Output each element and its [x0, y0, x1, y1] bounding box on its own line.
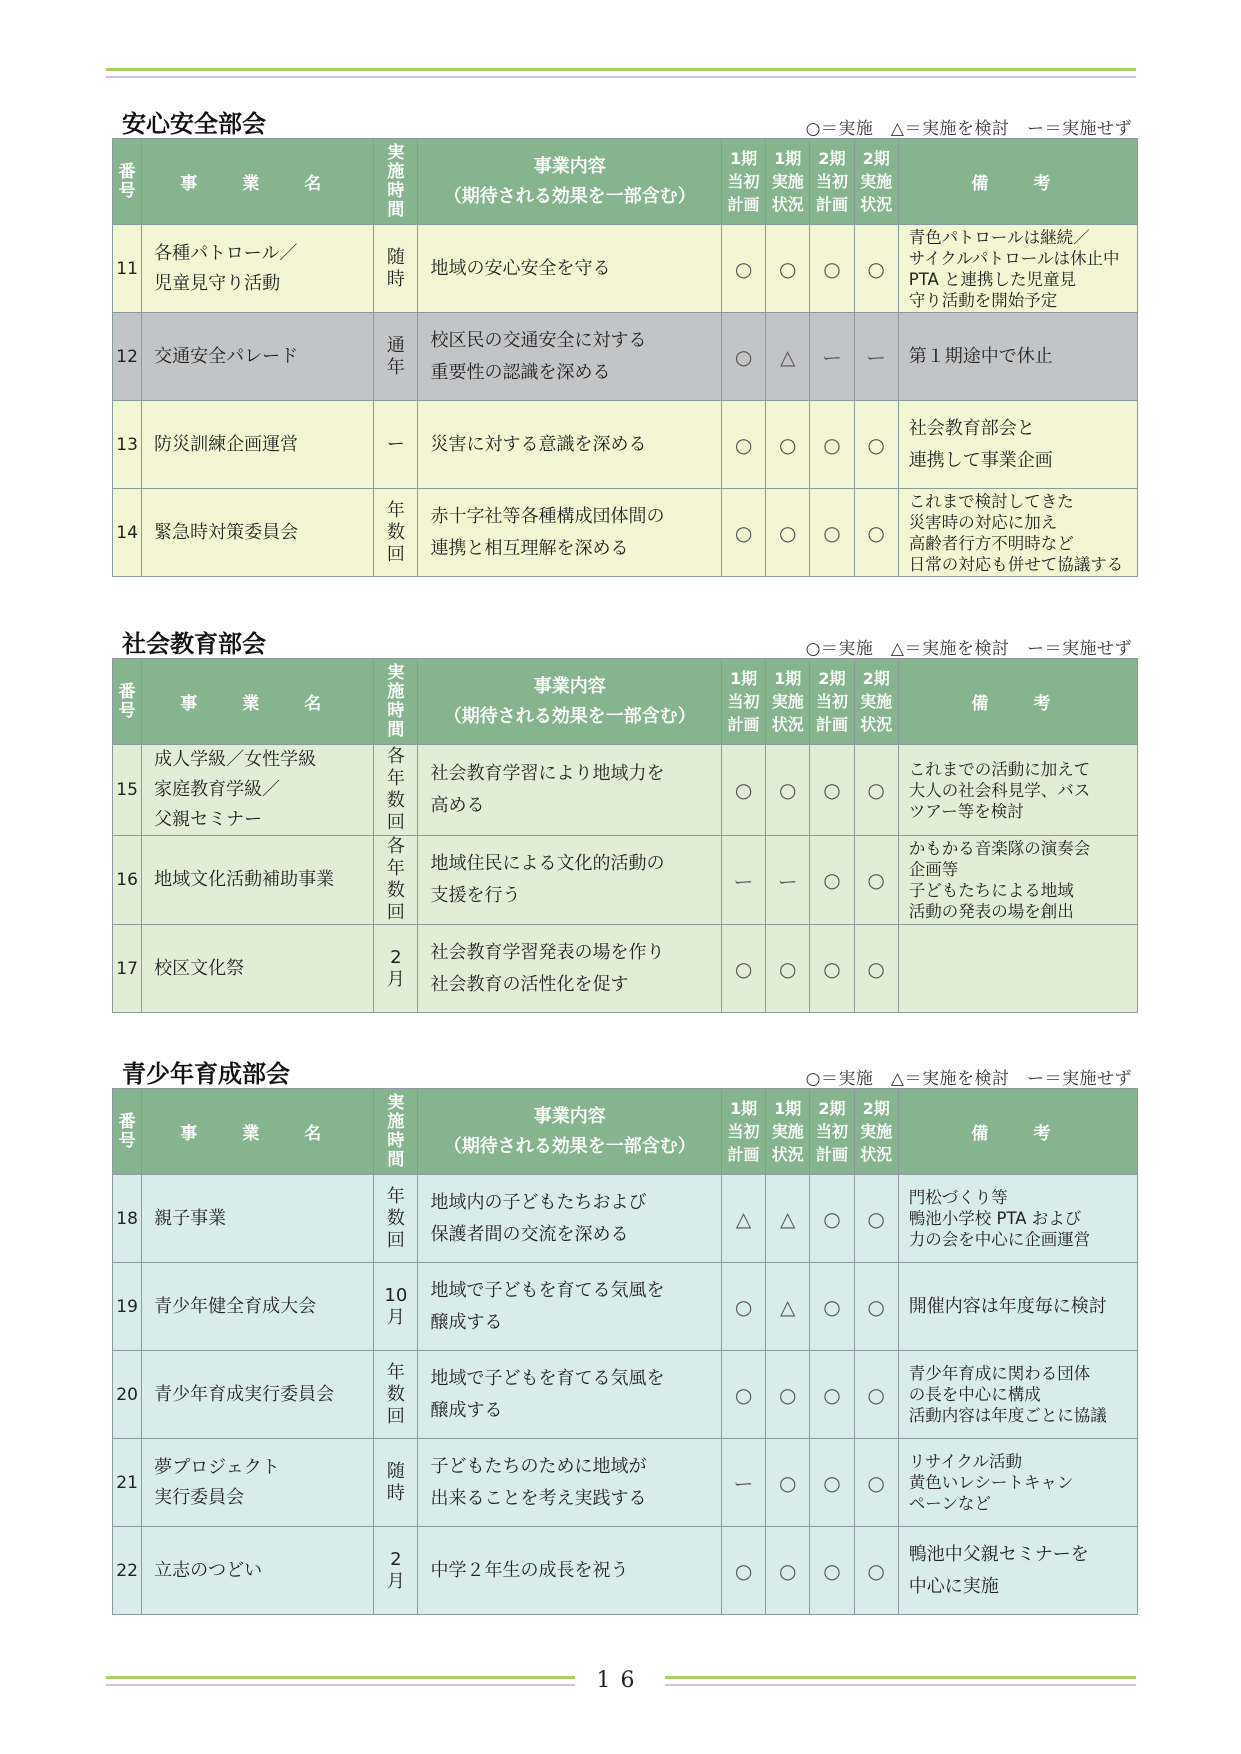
row-time-char: 年 [386, 1361, 405, 1383]
row-number: 22 [113, 1527, 142, 1615]
section-title: 安心安全部会 [122, 110, 266, 138]
row-time [374, 1527, 418, 1615]
row-time-char: 回 [386, 1229, 405, 1251]
row-time-char: ー [386, 433, 405, 455]
row-note [898, 925, 1137, 1013]
row-time [374, 745, 418, 836]
row-time-char: 10 [384, 1284, 408, 1306]
status-cell-3: ○ [810, 1175, 854, 1263]
row-note-line: リサイクル活動 [908, 1452, 1022, 1471]
status-cell-2: ○ [766, 1351, 810, 1439]
header-note: 備 考 [898, 1089, 1137, 1175]
row-note-line: 子どもたちによる地域 [908, 881, 1074, 900]
row-time-char: 随 [386, 1460, 405, 1482]
status-cell-1: ○ [721, 745, 765, 836]
row-desc-line: 連携と相互理解を深める [430, 537, 629, 559]
row-desc-line: 醸成する [430, 1311, 503, 1333]
header-name: 事 業 名 [142, 139, 374, 225]
row-desc-line: 災害に対する意識を深める [430, 433, 647, 455]
header-st2: 1期 実施 状況 [766, 139, 810, 225]
status-cell-1: ○ [721, 313, 765, 401]
row-name [142, 925, 374, 1013]
row-note [898, 1439, 1137, 1527]
status-cell-3: ○ [810, 401, 854, 489]
row-time-char: 回 [386, 543, 405, 565]
status-cell-1: ー [721, 836, 765, 925]
header-st4: 2期 実施 状況 [854, 1089, 898, 1175]
table-row [113, 1351, 1138, 1439]
row-name [142, 745, 374, 836]
status-cell-4: ○ [854, 1175, 898, 1263]
status-cell-3: ○ [810, 745, 854, 836]
header-time: 実 施 時 間 [374, 1089, 418, 1175]
status-cell-1: ○ [721, 1351, 765, 1439]
legend: ○＝実施 △＝実施を検討 ー＝実施せず [805, 119, 1132, 139]
status-cell-4: ○ [854, 489, 898, 577]
row-note-line: 日常の対応も併せて協議する [908, 554, 1124, 574]
header-st1: 1期 当初 計画 [721, 139, 765, 225]
header-st4: 2期 実施 状況 [854, 659, 898, 745]
row-desc [418, 1175, 721, 1263]
row-time-char: 年 [386, 768, 405, 789]
row-name-line: 立志のつどい [154, 1559, 263, 1581]
row-time-char: 随 [386, 246, 405, 268]
row-time-char: 年 [386, 499, 405, 521]
header-name: 事 業 名 [142, 659, 374, 745]
header-no: 番 号 [113, 1089, 142, 1175]
header-row [113, 1089, 1138, 1175]
row-note [898, 1527, 1137, 1615]
row-time [374, 313, 418, 401]
section-title: 社会教育部会 [122, 630, 266, 658]
status-cell-4: ○ [854, 836, 898, 925]
row-note [898, 745, 1137, 836]
row-note-line: の長を中心に構成 [908, 1385, 1041, 1404]
status-cell-1: ○ [721, 1527, 765, 1615]
row-number: 21 [113, 1439, 142, 1527]
table-row [113, 1527, 1138, 1615]
table-row [113, 1263, 1138, 1351]
table-row [113, 925, 1138, 1013]
row-desc-line: 地域の安心安全を守る [430, 257, 611, 279]
row-note-line: 中心に実施 [908, 1575, 999, 1597]
row-note-line: 企画等 [908, 860, 959, 879]
row-desc-line: 地域住民による文化的活動の [430, 853, 665, 874]
row-name-line: 児童見守り活動 [154, 272, 281, 294]
top-rule-green [106, 68, 1136, 71]
table-row [113, 313, 1138, 401]
row-note [898, 1263, 1137, 1351]
row-note [898, 401, 1137, 489]
row-time [374, 1439, 418, 1527]
header-st3: 2期 当初 計画 [810, 1089, 854, 1175]
table-row [113, 401, 1138, 489]
row-note-line: 社会教育部会と [908, 417, 1035, 439]
status-cell-3: ○ [810, 925, 854, 1013]
row-name [142, 401, 374, 489]
row-note-line: 黄色いレシートキャン [908, 1473, 1074, 1492]
row-name [142, 1527, 374, 1615]
status-cell-4: ○ [854, 1351, 898, 1439]
row-note [898, 1351, 1137, 1439]
row-name-line: 緊急時対策委員会 [154, 521, 299, 543]
status-cell-2: △ [766, 1263, 810, 1351]
table-row [113, 745, 1138, 836]
status-cell-1: ○ [721, 225, 765, 313]
section-1 [112, 104, 1138, 577]
header-no: 番 号 [113, 139, 142, 225]
row-number: 15 [113, 745, 142, 836]
row-name-line: 青少年育成実行委員会 [154, 1383, 335, 1405]
status-cell-1: ー [721, 1439, 765, 1527]
status-cell-3: ○ [810, 836, 854, 925]
status-cell-1: ○ [721, 1263, 765, 1351]
row-note-line: 力の会を中心に企画運営 [908, 1230, 1091, 1249]
row-time-char: 数 [386, 1383, 405, 1405]
row-name [142, 1439, 374, 1527]
row-desc-line: 重要性の認識を深める [430, 361, 611, 383]
header-time: 実 施 時 間 [374, 139, 418, 225]
row-name [142, 225, 374, 313]
row-desc [418, 313, 721, 401]
row-note-line: 青少年育成に関わる団体 [908, 1364, 1091, 1383]
row-desc-line: 地域で子どもを育てる気風を [430, 1367, 665, 1389]
status-cell-3: ○ [810, 1527, 854, 1615]
row-time [374, 225, 418, 313]
row-time [374, 1175, 418, 1263]
row-note-line: 青色パトロールは継続／ [908, 227, 1090, 247]
header-st4: 2期 実施 状況 [854, 139, 898, 225]
section-header [112, 1054, 1138, 1088]
table-row [113, 225, 1138, 313]
row-time-char: 2 [390, 946, 402, 968]
status-cell-2: △ [766, 313, 810, 401]
row-note-line: 鴨池小学校 PTA および [908, 1209, 1082, 1228]
row-note-line: 活動内容は年度ごとに協議 [908, 1406, 1107, 1425]
row-note [898, 1175, 1137, 1263]
header-st3: 2期 当初 計画 [810, 139, 854, 225]
header-desc: 事業内容 （期待される効果を一部含む） [418, 139, 721, 225]
row-time-char: 年 [386, 356, 405, 378]
row-time-char: 月 [386, 968, 405, 990]
row-desc-line: 赤十字社等各種構成団体間の [430, 505, 665, 527]
header-time: 実 施 時 間 [374, 659, 418, 745]
row-number: 13 [113, 401, 142, 489]
row-note [898, 225, 1137, 313]
row-time [374, 925, 418, 1013]
row-desc-line: 校区民の交通安全に対する [430, 329, 647, 351]
row-desc-line: 社会教育学習発表の場を作り [430, 941, 665, 963]
row-desc [418, 1439, 721, 1527]
row-time-char: 数 [386, 521, 405, 543]
row-name-line: 夢プロジェクト [154, 1456, 280, 1478]
status-cell-2: ○ [766, 401, 810, 489]
row-desc [418, 745, 721, 836]
status-cell-3: ○ [810, 225, 854, 313]
row-time [374, 1351, 418, 1439]
row-desc-line: 地域で子どもを育てる気風を [430, 1279, 665, 1301]
row-note [898, 489, 1137, 577]
row-name-line: 親子事業 [154, 1207, 227, 1229]
row-desc-line: 地域内の子どもたちおよび [430, 1191, 647, 1213]
row-number: 14 [113, 489, 142, 577]
row-time-char: 2 [390, 1548, 402, 1570]
header-st3: 2期 当初 計画 [810, 659, 854, 745]
row-desc-line: 社会教育の活性化を促す [430, 973, 629, 995]
row-time-char: 月 [386, 1570, 405, 1592]
row-name-line: 父親セミナー [154, 809, 263, 830]
header-st2: 1期 実施 状況 [766, 1089, 810, 1175]
row-name [142, 1351, 374, 1439]
page-number: 16 [596, 1668, 645, 1693]
row-desc [418, 925, 721, 1013]
row-note-line: これまで検討してきた [908, 491, 1074, 511]
activity-table [112, 1088, 1138, 1615]
status-cell-4: ○ [854, 925, 898, 1013]
row-name-line: 地域文化活動補助事業 [154, 869, 335, 890]
status-cell-3: ○ [810, 489, 854, 577]
row-note-line: ペーンなど [908, 1494, 991, 1513]
row-note-line: 開催内容は年度毎に検討 [908, 1295, 1107, 1317]
row-name [142, 1263, 374, 1351]
row-desc-line: 保護者間の交流を深める [430, 1223, 629, 1245]
table-row [113, 489, 1138, 577]
row-note-line: 第１期途中で休止 [908, 345, 1053, 367]
row-note-line: 鴨池中父親セミナーを [908, 1543, 1089, 1565]
row-note-line: 連携して事業企画 [908, 449, 1053, 471]
status-cell-2: ○ [766, 745, 810, 836]
legend: ○＝実施 △＝実施を検討 ー＝実施せず [805, 1069, 1132, 1089]
row-desc-line: 社会教育学習により地域力を [430, 763, 665, 784]
row-note-line: これまでの活動に加えて [908, 759, 1091, 779]
row-desc-line: 中学２年生の成長を祝う [430, 1559, 629, 1581]
header-st1: 1期 当初 計画 [721, 659, 765, 745]
row-name-line: 青少年健全育成大会 [154, 1295, 317, 1317]
row-desc [418, 1527, 721, 1615]
header-st2: 1期 実施 状況 [766, 659, 810, 745]
header-no: 番 号 [113, 659, 142, 745]
row-note [898, 313, 1137, 401]
row-desc [418, 1351, 721, 1439]
row-time-char: 回 [386, 1405, 405, 1427]
row-note-line: 災害時の対応に加え [908, 512, 1058, 532]
activity-table [112, 138, 1138, 577]
row-desc-line: 高める [430, 795, 485, 816]
row-name [142, 313, 374, 401]
row-number: 18 [113, 1175, 142, 1263]
header-row [113, 139, 1138, 225]
row-time-char: 月 [386, 1306, 405, 1328]
row-note-line: 守り活動を開始予定 [908, 290, 1058, 310]
table-row [113, 1175, 1138, 1263]
row-name [142, 489, 374, 577]
header-note: 備 考 [898, 139, 1137, 225]
row-time-char: 回 [386, 902, 405, 923]
row-desc [418, 489, 721, 577]
row-note-line: 大人の社会科見学、バス [908, 780, 1091, 800]
status-cell-3: ○ [810, 1263, 854, 1351]
row-time-char: 各 [386, 746, 405, 767]
row-number: 17 [113, 925, 142, 1013]
row-note-line: 門松づくり等 [908, 1188, 1008, 1207]
row-note-line: 活動の発表の場を創出 [908, 902, 1074, 921]
row-time-char: 通 [386, 334, 405, 356]
row-time-char: 数 [386, 880, 405, 901]
status-cell-2: ○ [766, 925, 810, 1013]
status-cell-4: ○ [854, 745, 898, 836]
section-header [112, 624, 1138, 658]
row-time-char: 年 [386, 1185, 405, 1207]
row-name [142, 1175, 374, 1263]
table-row [113, 1439, 1138, 1527]
header-row [113, 659, 1138, 745]
header-st1: 1期 当初 計画 [721, 1089, 765, 1175]
status-cell-4: ○ [854, 1263, 898, 1351]
table-row [113, 836, 1138, 925]
row-note-line: サイクルパトロールは休止中 [908, 248, 1120, 268]
status-cell-2: ○ [766, 1439, 810, 1527]
row-desc-line: 子どもたちのために地域が [430, 1455, 647, 1477]
row-note-line: ツアー等を検討 [908, 801, 1024, 821]
row-time [374, 836, 418, 925]
row-name-line: 各種パトロール／ [154, 242, 298, 264]
row-name-line: 家庭教育学級／ [154, 779, 281, 800]
status-cell-2: ○ [766, 1527, 810, 1615]
header-desc: 事業内容 （期待される効果を一部含む） [418, 1089, 721, 1175]
status-cell-3: ー [810, 313, 854, 401]
row-name [142, 836, 374, 925]
status-cell-1: ○ [721, 489, 765, 577]
row-number: 20 [113, 1351, 142, 1439]
status-cell-1: ○ [721, 401, 765, 489]
section-3 [112, 1054, 1138, 1615]
row-desc-line: 出来ることを考え実践する [430, 1487, 647, 1509]
status-cell-4: ○ [854, 1439, 898, 1527]
status-cell-4: ○ [854, 1527, 898, 1615]
legend: ○＝実施 △＝実施を検討 ー＝実施せず [805, 639, 1132, 659]
row-time [374, 401, 418, 489]
header-name: 事 業 名 [142, 1089, 374, 1175]
status-cell-3: ○ [810, 1439, 854, 1527]
top-rule-pink [106, 76, 1136, 78]
row-note-line: かもかる音楽隊の演奏会 [908, 839, 1091, 858]
status-cell-1: ○ [721, 925, 765, 1013]
row-number: 11 [113, 225, 142, 313]
row-name-line: 成人学級／女性学級 [154, 749, 317, 770]
status-cell-4: ー [854, 313, 898, 401]
row-desc-line: 支援を行う [430, 885, 521, 906]
status-cell-2: ー [766, 836, 810, 925]
row-time-char: 時 [386, 1482, 405, 1504]
header-desc: 事業内容 （期待される効果を一部含む） [418, 659, 721, 745]
status-cell-4: ○ [854, 401, 898, 489]
row-time-char: 回 [386, 812, 405, 833]
section-title: 青少年育成部会 [122, 1060, 290, 1088]
activity-table [112, 658, 1138, 1013]
row-time-char: 数 [386, 1207, 405, 1229]
row-note-line: 高齢者行方不明時など [908, 533, 1074, 553]
row-time [374, 489, 418, 577]
row-time [374, 1263, 418, 1351]
header-note: 備 考 [898, 659, 1137, 745]
row-number: 12 [113, 313, 142, 401]
row-desc [418, 836, 721, 925]
status-cell-2: △ [766, 1175, 810, 1263]
row-name-line: 実行委員会 [154, 1486, 245, 1508]
status-cell-3: ○ [810, 1351, 854, 1439]
status-cell-2: ○ [766, 225, 810, 313]
row-desc [418, 401, 721, 489]
row-desc [418, 225, 721, 313]
row-note-line: PTA と連携した児童見 [908, 269, 1077, 289]
status-cell-2: ○ [766, 489, 810, 577]
row-desc-line: 醸成する [430, 1399, 503, 1421]
row-time-char: 時 [386, 268, 405, 290]
row-name-line: 校区文化祭 [154, 957, 245, 979]
row-desc [418, 1263, 721, 1351]
row-number: 16 [113, 836, 142, 925]
status-cell-1: △ [721, 1175, 765, 1263]
row-note [898, 836, 1137, 925]
row-name-line: 交通安全パレード [154, 345, 299, 367]
row-time-char: 各 [386, 836, 405, 857]
row-time-char: 年 [386, 858, 405, 879]
section-2 [112, 624, 1138, 1013]
row-number: 19 [113, 1263, 142, 1351]
section-header [112, 104, 1138, 138]
status-cell-4: ○ [854, 225, 898, 313]
row-time-char: 数 [386, 790, 405, 811]
row-name-line: 防災訓練企画運営 [154, 433, 299, 455]
